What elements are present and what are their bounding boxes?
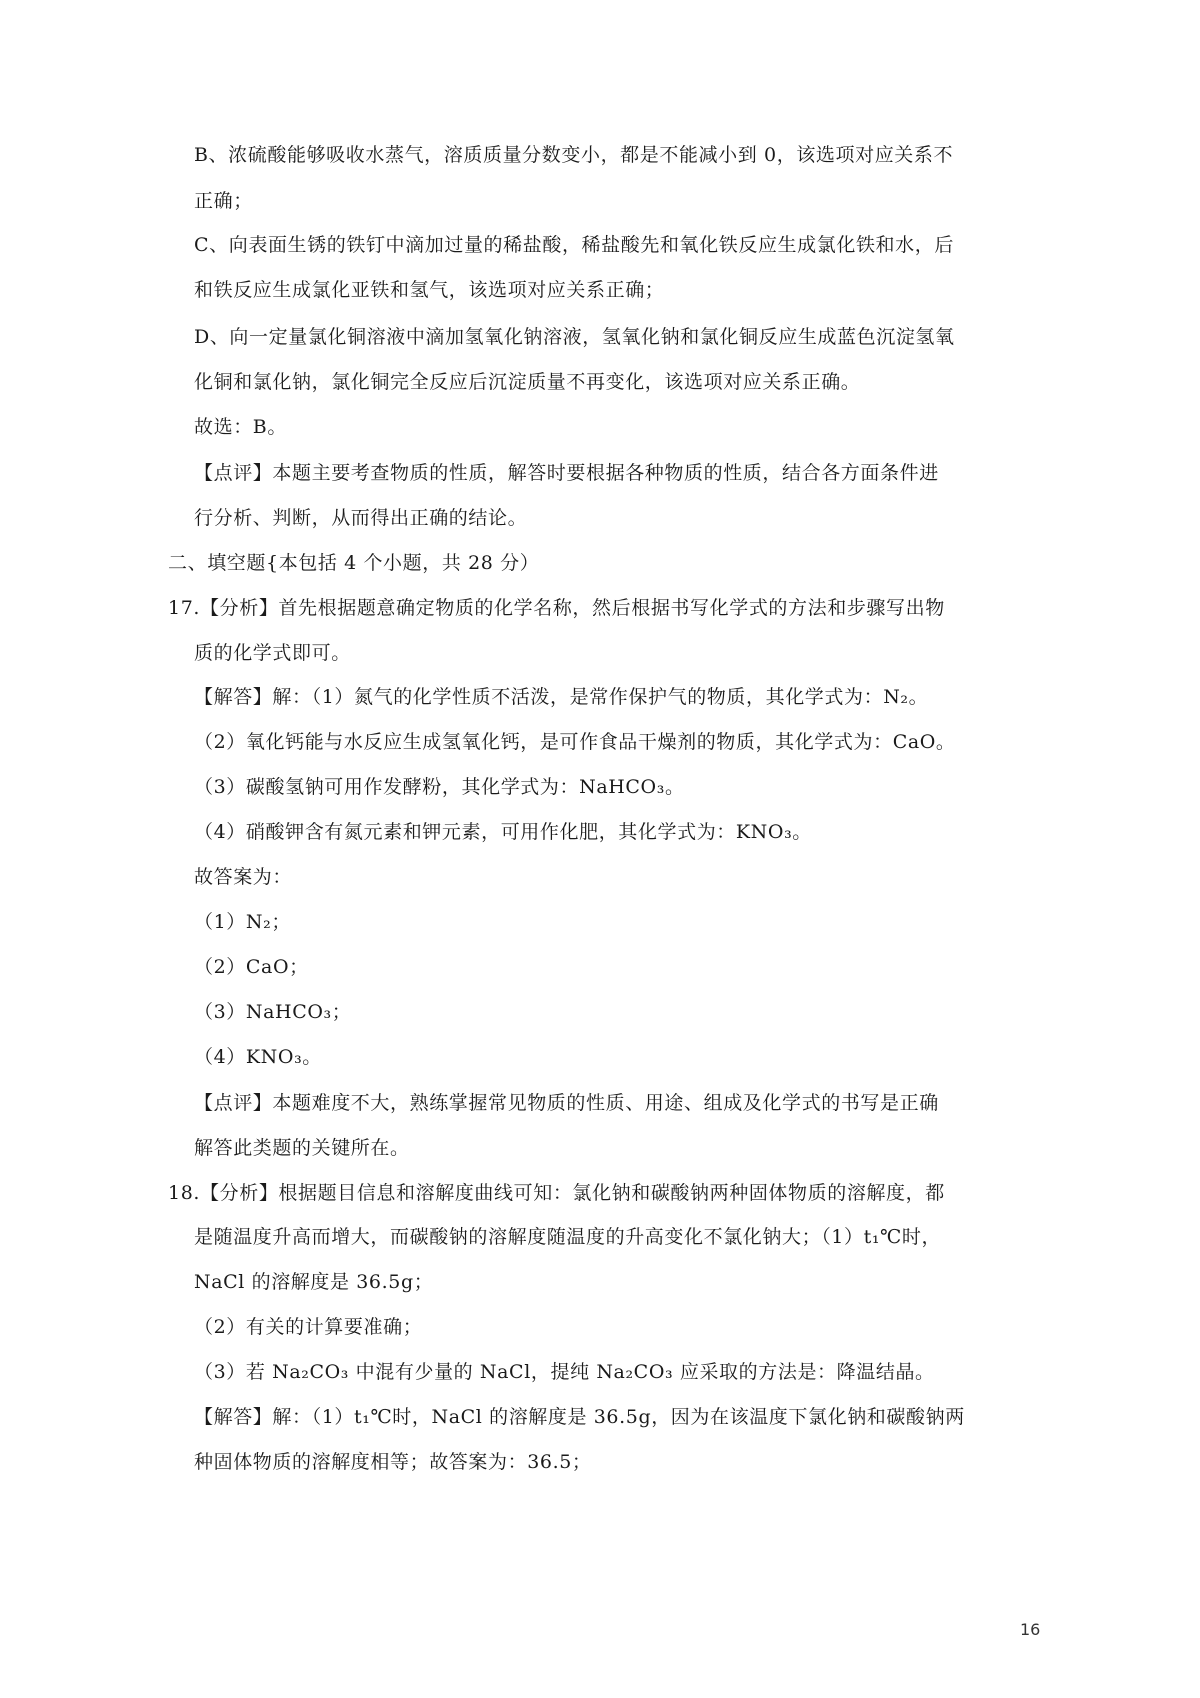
text-line: 和铁反应生成氯化亚铁和氢气，该选项对应关系正确； <box>194 279 665 301</box>
text-line: 【解答】解：（1）氮气的化学性质不活泼，是常作保护气的物质，其化学式为：N₂。 <box>194 686 929 708</box>
text-line: （4）KNO₃。 <box>194 1046 322 1068</box>
page-number: 16 <box>1020 1620 1041 1639</box>
text-line: 解答此类题的关键所在。 <box>194 1137 410 1159</box>
text-line: 质的化学式即可。 <box>194 642 351 664</box>
text-line: NaCl 的溶解度是 36.5g； <box>194 1271 434 1293</box>
text-line: C、向表面生锈的铁钉中滴加过量的稀盐酸，稀盐酸先和氧化铁反应生成氯化铁和水，后 <box>194 234 954 256</box>
text-line: 【点评】本题难度不大，熟练掌握常见物质的性质、用途、组成及化学式的书写是正确 <box>194 1092 939 1114</box>
question-18-analysis: 18.【分析】根据题目信息和溶解度曲线可知：氯化钠和碳酸钠两种固体物质的溶解度，都 <box>168 1182 945 1204</box>
text-line: B、浓硫酸能够吸收水蒸气，溶质质量分数变小，都是不能减小到 0，该选项对应关系不 <box>194 144 954 166</box>
question-17-analysis: 17.【分析】首先根据题意确定物质的化学名称，然后根据书写化学式的方法和步骤写出物 <box>168 597 945 619</box>
text-line: （3）NaHCO₃； <box>194 1001 352 1023</box>
text-line: （3）若 Na₂CO₃ 中混有少量的 NaCl，提纯 Na₂CO₃ 应采取的方法是：降温结晶。 <box>194 1361 935 1383</box>
text-line: 【点评】本题主要考查物质的性质，解答时要根据各种物质的性质，结合各方面条件进 <box>194 462 939 484</box>
text-line: 化铜和氯化钠，氯化铜完全反应后沉淀质量不再变化，该选项对应关系正确。 <box>194 371 861 393</box>
text-line: （2）有关的计算要准确； <box>194 1316 423 1338</box>
text-line: 是随温度升高而增大，而碳酸钠的溶解度随温度的升高变化不氯化钠大；（1）t₁℃时， <box>194 1226 942 1248</box>
text-line: （2）CaO； <box>194 956 309 978</box>
text-line: 【解答】解：（1）t₁℃时，NaCl 的溶解度是 36.5g，因为在该温度下氯化钠和碳酸钠两 <box>194 1406 965 1428</box>
text-line: 故选：B。 <box>194 416 287 438</box>
text-line: 正确； <box>194 190 253 212</box>
text-line: 行分析、判断，从而得出正确的结论。 <box>194 507 528 529</box>
text-line: （3）碳酸氢钠可用作发酵粉，其化学式为：NaHCO₃。 <box>194 776 685 798</box>
text-line: （2）氧化钙能与水反应生成氢氧化钙，是可作食品干燥剂的物质，其化学式为：CaO。 <box>194 731 956 753</box>
text-line: D、向一定量氯化铜溶液中滴加氢氧化钠溶液，氢氧化钠和氯化铜反应生成蓝色沉淀氢氧 <box>194 326 955 348</box>
section-heading: 二、填空题{本包括 4 个小题，共 28 分） <box>168 552 540 574</box>
text-line: 故答案为： <box>194 866 293 888</box>
text-line: 种固体物质的溶解度相等；故答案为：36.5； <box>194 1451 592 1473</box>
text-line: （4）硝酸钾含有氮元素和钾元素，可用作化肥，其化学式为：KNO₃。 <box>194 821 812 843</box>
text-line: （1）N₂； <box>194 911 291 933</box>
